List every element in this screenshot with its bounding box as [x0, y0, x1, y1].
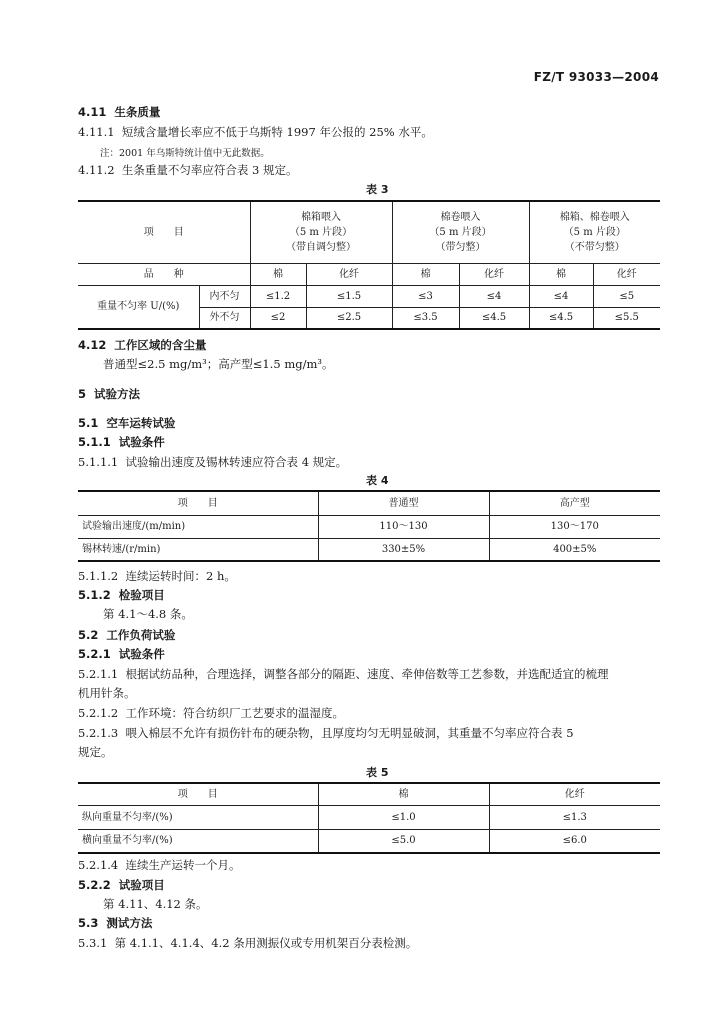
clause-number: 5.1.1.2: [78, 569, 119, 583]
standard-code: FZ/T 93033—2004: [533, 70, 659, 84]
section-title: 生条质量: [114, 105, 161, 119]
section-5-3-heading: [78, 915, 152, 931]
clause-5-2-1-1-cont: 机用针条。: [78, 686, 136, 700]
table-5-fiber-header: 化纤: [489, 783, 660, 805]
section-4-12-heading: [78, 337, 206, 353]
clause-5-3-1: [78, 935, 417, 951]
section-title: 工作负荷试验: [106, 628, 176, 642]
table-4-value-cell: 330±5%: [318, 538, 489, 561]
section-5-2-1-heading: [78, 646, 165, 662]
clause-number: 4.11.2: [78, 163, 115, 177]
clause-text: 短绒含量增长率应不低于乌斯特 1997 年公报的 25% 水平。: [121, 125, 433, 139]
table-3-value-cell: ≤2: [250, 307, 306, 329]
section-title: 试验条件: [118, 435, 165, 449]
table-3-value-cell: ≤3: [392, 285, 459, 307]
table-3-fiber-cell: 棉: [529, 263, 593, 285]
table-3-value-cell: ≤3.5: [392, 307, 459, 329]
section-number: 5.1.1: [78, 435, 111, 449]
table-3-fiber-cell: 化纤: [306, 263, 392, 285]
table-3-group-2: 棉卷喂入 （5 m 片段） （带匀整）: [392, 201, 529, 263]
section-number: 5.2.1: [78, 647, 111, 661]
section-5-1-1-heading: [78, 434, 165, 450]
section-number: 5.1: [78, 416, 99, 430]
note-4-11: 注：2001 年乌斯特统计值中无此数据。: [100, 148, 270, 159]
table-4-value-cell: 110～130: [318, 515, 489, 538]
clause-number: 5.2.1.1: [78, 667, 119, 681]
section-title: 检验项目: [118, 588, 165, 602]
clause-number: 5.2.1.4: [78, 858, 119, 872]
clause-text: 试验输出速度及锡林转速应符合表 4 规定。: [125, 455, 348, 469]
clause-number: 5.2.1.2: [78, 706, 119, 720]
table-3-row-label: 重量不匀率 U/(%): [78, 285, 199, 329]
section-number: 5: [78, 387, 87, 401]
section-number: 5.1.2: [78, 588, 111, 602]
section-4-11-heading: [78, 104, 160, 120]
clause-text: 喂入棉层不允许有损伤针布的硬杂物，且厚度均匀无明显破洞，其重量不匀率应符合表 5: [125, 726, 574, 740]
section-5-2-heading: [78, 627, 175, 643]
table-3-value-cell: ≤5: [593, 285, 660, 307]
table-3-subrow-label: 内不匀: [199, 285, 250, 307]
table-4-caption: 表 4: [366, 474, 389, 487]
table-3-value-cell: ≤4.5: [529, 307, 593, 329]
table-3-fiber-cell: 化纤: [459, 263, 529, 285]
clause-5-2-1-3: [78, 725, 574, 741]
table-3-value-cell: ≤1.2: [250, 285, 306, 307]
section-5-2-2-heading: [78, 877, 165, 893]
section-title: 测试方法: [106, 916, 153, 930]
table-4-row-label: 试验输出速度/(m/min): [78, 515, 318, 538]
table-5-row-label: 纵向重量不匀率/(%): [78, 805, 318, 829]
table-4-row-label: 锡林转速/(r/min): [78, 538, 318, 561]
clause-number: 5.3.1: [78, 936, 108, 950]
clause-5-1-2-text: 第 4.1～4.8 条。: [103, 607, 193, 621]
table-3-value-cell: ≤1.5: [306, 285, 392, 307]
clause-text: 连续生产运转一个月。: [125, 858, 241, 872]
table-3: [78, 200, 660, 330]
table-3-variety-header: 品 种: [78, 263, 250, 285]
table-5-value-cell: ≤1.3: [489, 805, 660, 829]
section-number: 5.2.2: [78, 878, 111, 892]
clause-text: 连续运转时间：2 h。: [125, 569, 236, 583]
table-3-value-cell: ≤5.5: [593, 307, 660, 329]
table-5-value-cell: ≤1.0: [318, 805, 489, 829]
table-3-caption: 表 3: [366, 183, 389, 196]
table-5-cotton-header: 棉: [318, 783, 489, 805]
section-title: 试验方法: [94, 387, 141, 401]
clause-5-2-1-1: [78, 666, 609, 682]
section-5-1-2-heading: [78, 587, 165, 603]
clause-text: 工作环境：符合纺织厂工艺要求的温湿度。: [125, 706, 345, 720]
table-3-fiber-cell: 棉: [250, 263, 306, 285]
table-4-normal-header: 普通型: [318, 491, 489, 515]
clause-text: 生条重量不匀率应符合表 3 规定。: [121, 163, 298, 177]
table-3-fiber-cell: 棉: [392, 263, 459, 285]
section-number: 4.12: [78, 338, 107, 352]
table-4-highprod-header: 高产型: [489, 491, 660, 515]
clause-5-2-1-3-cont: 规定。: [78, 745, 113, 759]
table-5-value-cell: ≤5.0: [318, 829, 489, 853]
table-4: [78, 490, 660, 562]
dust-content-text: 普通型≤2.5 mg/m³；高产型≤1.5 mg/m³。: [103, 357, 334, 371]
clause-5-2-2-text: 第 4.11、4.12 条。: [103, 897, 208, 911]
table-3-value-cell: ≤2.5: [306, 307, 392, 329]
table-3-subrow-label: 外不匀: [199, 307, 250, 329]
table-3-value-cell: ≤4.5: [459, 307, 529, 329]
section-title: 工作区域的含尘量: [114, 338, 207, 352]
section-5-1-heading: [78, 415, 175, 431]
section-title: 试验条件: [118, 647, 165, 661]
table-5-item-header: 项 目: [78, 783, 318, 805]
table-3-group-3: 棉箱、棉卷喂入 （5 m 片段） （不带匀整）: [529, 201, 660, 263]
section-number: 5.2: [78, 628, 99, 642]
table-3-item-header: 项 目: [78, 201, 250, 263]
section-number: 5.3: [78, 916, 99, 930]
table-4-value-cell: 400±5%: [489, 538, 660, 561]
section-number: 4.11: [78, 105, 107, 119]
clause-number: 5.1.1.1: [78, 455, 119, 469]
clause-number: 4.11.1: [78, 125, 115, 139]
section-title: 试验项目: [118, 878, 165, 892]
section-5-heading: [78, 386, 140, 402]
section-title: 空车运转试验: [106, 416, 176, 430]
table-3-group-1: 棉箱喂入 （5 m 片段） （带自调匀整）: [250, 201, 392, 263]
table-3-fiber-cell: 化纤: [593, 263, 660, 285]
table-5: [78, 782, 660, 854]
clause-text: 根据试纺品种，合理选择，调整各部分的隔距、速度、牵伸倍数等工艺参数，并选配适宜的梳理: [125, 667, 609, 681]
table-3-value-cell: ≤4: [459, 285, 529, 307]
clause-5-1-1-2: [78, 568, 236, 584]
clause-4-11-2: [78, 162, 298, 178]
table-4-item-header: 项 目: [78, 491, 318, 515]
clause-4-11-1: [78, 124, 433, 140]
table-5-value-cell: ≤6.0: [489, 829, 660, 853]
clause-text: 第 4.1.1、4.1.4、4.2 条用测振仪或专用机架百分表检测。: [114, 936, 418, 950]
table-5-row-label: 横向重量不匀率/(%): [78, 829, 318, 853]
table-5-caption: 表 5: [366, 766, 389, 779]
clause-number: 5.2.1.3: [78, 726, 119, 740]
table-3-value-cell: ≤4: [529, 285, 593, 307]
table-4-value-cell: 130～170: [489, 515, 660, 538]
clause-5-2-1-4: [78, 857, 241, 873]
clause-5-2-1-2: [78, 705, 344, 721]
clause-5-1-1-1: [78, 454, 347, 470]
